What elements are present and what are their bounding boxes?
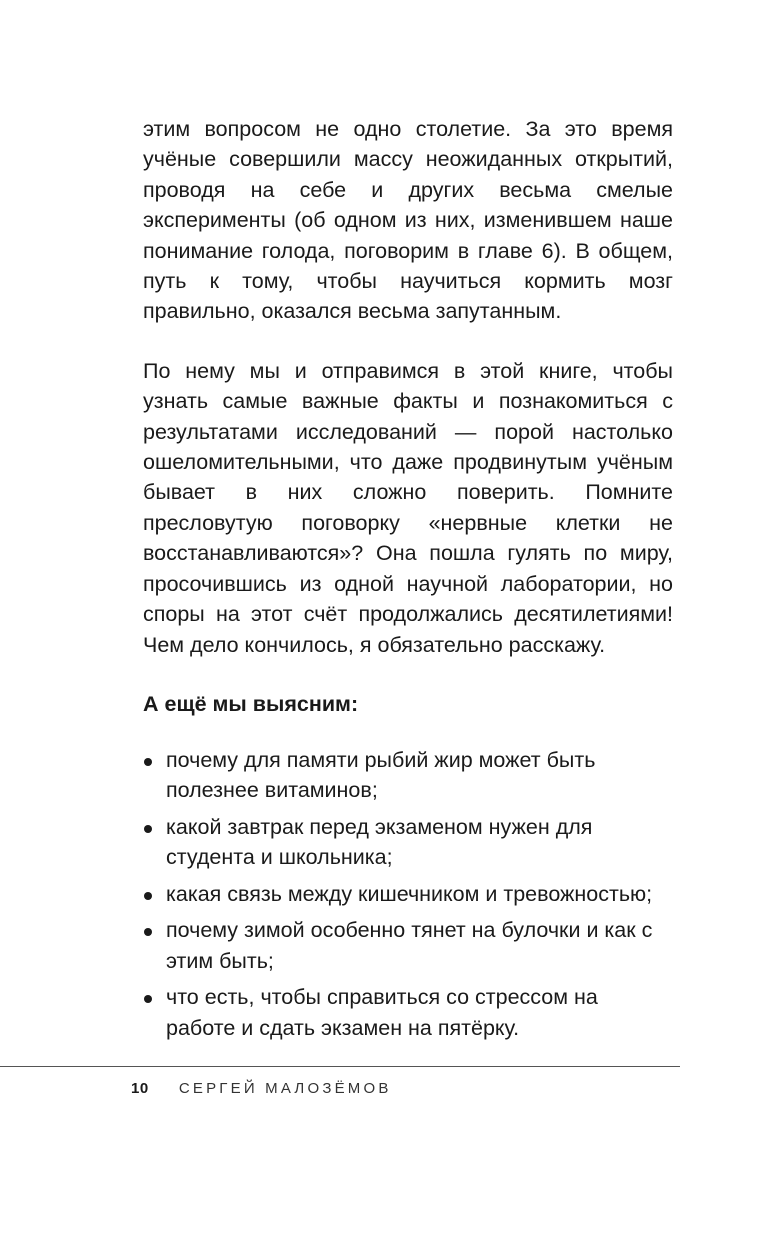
list-item: [143, 745, 673, 806]
body-paragraph: По нему мы и отправимся в этой книге, чтобы узнать самые важные факты и познакомиться с результатами исследований — порой настолько ошеломительными, что даже продвинутым учёным бывает в них сложно поверить. Помните пресловутую поговорку «нервные клетки не восстанавливаются»? Она пошла гулять по миру, просочившись из одной научной лаборатории, но споры на этот счёт продолжались десятилетиями! Чем дело кончилось, я обязательно расскажу.: [143, 358, 673, 657]
page-number: 10: [131, 1080, 149, 1097]
list-item: [143, 879, 673, 910]
list-item: [143, 915, 673, 976]
section-heading: А ещё мы выясним:: [143, 691, 359, 716]
running-head-author: СЕРГЕЙ МАЛОЗЁМОВ: [178, 1080, 392, 1097]
bullet-list: [143, 745, 673, 1044]
list-item: [143, 812, 673, 873]
bullet-icon: [144, 892, 152, 900]
bullet-icon: [144, 928, 152, 936]
bullet-icon: [144, 758, 152, 766]
list-item-text: какой завтрак перед экзаменом нужен для студента и школьника;: [166, 814, 593, 870]
bullet-icon: [144, 825, 152, 833]
body-paragraph: этим вопросом не одно столетие. За это время учёные совершили массу неожиданных открытий, проводя на себе и других весьма смелые эксперименты (об одном из них, изменившем наше понимание голода, поговорим в главе 6). В общем, путь к тому, чтобы научиться кормить мозг правильно, оказался весьма запутанным.: [143, 117, 673, 324]
list-item-text: какая связь между кишечником и тревожностью;: [166, 881, 653, 906]
footer-divider: [0, 1066, 680, 1067]
list-item: [143, 982, 673, 1043]
list-item-text: почему для памяти рыбий жир может быть полезнее витаминов;: [166, 747, 596, 803]
list-item-text: почему зимой особенно тянет на булочки и как с этим быть;: [166, 918, 653, 973]
list-item-text: что есть, чтобы справиться со стрессом на работе и сдать экзамен на пятёрку.: [166, 985, 598, 1040]
bullet-icon: [144, 995, 152, 1003]
page-body: [143, 114, 673, 1049]
page-footer: [131, 1078, 392, 1100]
